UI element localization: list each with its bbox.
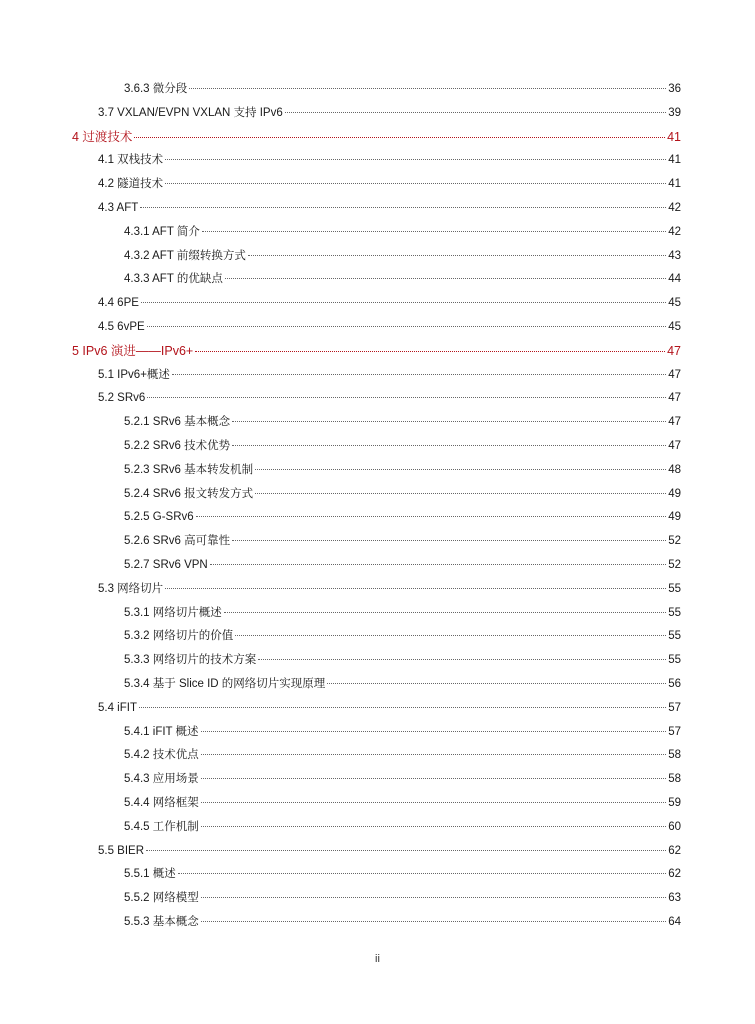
toc-entry[interactable] (98, 389, 681, 407)
toc-entry[interactable] (124, 723, 681, 741)
toc-entry-title: 4 过渡技术 (72, 129, 133, 144)
toc-entry[interactable] (98, 842, 681, 860)
toc-entry[interactable] (98, 366, 681, 384)
toc-dot-leader (224, 612, 666, 613)
toc-entry[interactable] (98, 151, 681, 169)
toc-dot-leader (201, 778, 666, 779)
toc-entry-page-number: 62 (668, 868, 681, 881)
toc-entry-page-number: 52 (668, 535, 681, 548)
toc-dot-leader (195, 351, 665, 352)
toc-entry-title: 4.2 隧道技术 (98, 178, 164, 191)
toc-entry-title: 5.2.5 G-SRv6 (124, 511, 194, 524)
toc-dot-leader (255, 469, 666, 470)
toc-entry-title: 5.4.4 网络框架 (124, 797, 199, 809)
toc-entry-page-number: 49 (668, 487, 681, 500)
toc-entry[interactable] (124, 746, 681, 764)
toc-entry-title: 5.2.6 SRv6 高可靠性 (124, 535, 231, 548)
toc-entry-page-number: 55 (668, 606, 681, 619)
toc-entry-page-number: 47 (668, 416, 681, 429)
toc-entry-page-number: 57 (668, 701, 681, 714)
toc-entry-page-number: 56 (668, 678, 681, 690)
toc-entry-title: 5.4.5 工作机制 (124, 820, 199, 833)
toc-dot-leader (201, 921, 666, 922)
toc-dot-leader (165, 159, 666, 160)
toc-entry[interactable] (124, 604, 681, 622)
toc-entry[interactable] (124, 556, 681, 574)
toc-dot-leader (225, 278, 666, 279)
toc-entry[interactable] (98, 175, 681, 193)
toc-dot-leader (189, 88, 666, 89)
toc-entry-page-number: 44 (668, 273, 681, 286)
toc-entry[interactable] (98, 318, 681, 336)
toc-entry-page-number: 62 (668, 844, 681, 857)
toc-dot-leader (147, 397, 666, 398)
toc-entry-page-number: 58 (668, 749, 681, 762)
toc-entry[interactable] (124, 223, 681, 241)
toc-entry-title: 4.3.2 AFT 前缀转换方式 (124, 249, 246, 262)
toc-dot-leader (255, 493, 666, 494)
toc-entry-page-number: 47 (668, 368, 681, 381)
page-number: ii (375, 953, 380, 965)
toc-entry-page-number: 49 (668, 511, 681, 524)
toc-entry[interactable] (124, 913, 681, 931)
toc-dot-leader (202, 231, 666, 232)
toc-entry-page-number: 42 (668, 225, 681, 238)
toc-entry-page-number: 64 (668, 916, 681, 928)
toc-entry-title: 5.5 BIER (98, 844, 145, 857)
toc-entry-title: 5.3.1 网络切片概述 (124, 606, 222, 619)
toc-dot-leader (232, 445, 666, 446)
toc-dot-leader (210, 564, 666, 565)
toc-entry[interactable] (124, 794, 681, 812)
toc-dot-leader (201, 826, 666, 827)
toc-dot-leader (201, 897, 666, 898)
toc-entry[interactable] (124, 675, 681, 693)
toc-entry[interactable] (124, 247, 681, 265)
toc-dot-leader (134, 137, 665, 138)
toc-entry[interactable] (124, 461, 681, 479)
toc-dot-leader (196, 516, 667, 517)
toc-dot-leader (140, 207, 666, 208)
toc-entry-page-number: 47 (668, 392, 681, 405)
toc-entry-title: 5.2.7 SRv6 VPN (124, 559, 208, 571)
toc-entry-title: 4.3.3 AFT 的优缺点 (124, 273, 223, 286)
toc-entry-title: 5.2.1 SRv6 基本概念 (124, 416, 231, 429)
toc-entry-title: 5.2 SRv6 (98, 392, 146, 405)
toc-dot-leader (232, 540, 666, 541)
toc-entry-page-number: 55 (668, 582, 681, 595)
toc-entry-title: 4.1 双栈技术 (98, 154, 164, 167)
toc-entry[interactable] (98, 104, 681, 122)
toc-dot-leader (139, 707, 666, 708)
toc-entry[interactable] (124, 651, 681, 669)
toc-chapter-entry[interactable] (72, 128, 681, 146)
toc-entry-page-number: 41 (667, 129, 681, 144)
toc-entry-title: 5.4.1 iFIT 概述 (124, 725, 199, 738)
toc-entry-title: 5.4 iFIT (98, 701, 137, 714)
toc-entry[interactable] (124, 437, 681, 455)
toc-entry-title: 4.5 6vPE (98, 321, 145, 333)
toc-entry-title: 5.1 IPv6+概述 (98, 368, 170, 381)
toc-entry-title: 5.5.1 概述 (124, 868, 176, 881)
toc-entry-page-number: 60 (668, 820, 681, 833)
toc-dot-leader (258, 659, 666, 660)
toc-entry[interactable] (98, 199, 681, 217)
toc-entry-page-number: 47 (668, 440, 681, 452)
toc-entry-title: 5.3.2 网络切片的价值 (124, 630, 234, 643)
toc-entry[interactable] (124, 532, 681, 550)
toc-entry-page-number: 47 (667, 343, 681, 358)
toc-entry-title: 5 IPv6 演进——IPv6+ (72, 343, 194, 358)
toc-entry-page-number: 41 (668, 178, 681, 191)
toc-dot-leader (147, 326, 667, 327)
toc-entry-page-number: 45 (668, 297, 681, 310)
toc-entry[interactable] (124, 627, 681, 645)
toc-dot-leader (285, 112, 666, 113)
toc-entry[interactable] (124, 889, 681, 907)
toc-entry[interactable] (124, 413, 681, 431)
toc-entry-title: 4.3 AFT (98, 202, 139, 214)
toc-dot-leader (327, 683, 666, 684)
toc-entry-page-number: 55 (668, 630, 681, 643)
toc-dot-leader (178, 873, 666, 874)
toc-dot-leader (201, 731, 667, 732)
toc-entry[interactable] (124, 818, 681, 836)
toc-entry-page-number: 43 (668, 249, 681, 262)
toc-entry-title: 3.6.3 微分段 (124, 83, 188, 95)
toc-entry-page-number: 52 (668, 559, 681, 571)
toc-entry-page-number: 58 (668, 773, 681, 786)
toc-entry[interactable] (124, 485, 681, 503)
toc-entry-title: 5.5.3 基本概念 (124, 916, 199, 928)
toc-entry-title: 4.3.1 AFT 简介 (124, 225, 200, 238)
toc-entry-title: 4.4 6PE (98, 297, 139, 310)
toc-entry[interactable] (124, 508, 681, 526)
toc-entry-title: 5.2.4 SRv6 报文转发方式 (124, 487, 254, 500)
toc-entry-page-number: 59 (668, 797, 681, 809)
toc-dot-leader (248, 255, 666, 256)
toc-entry[interactable] (98, 580, 681, 598)
toc-dot-leader (201, 802, 666, 803)
toc-dot-leader (146, 850, 666, 851)
toc-dot-leader (165, 588, 666, 589)
toc-entry-title: 5.3 网络切片 (98, 582, 164, 595)
toc-entry-title: 5.4.2 技术优点 (124, 749, 199, 762)
toc-entry-title: 5.3.4 基于 Slice ID 的网络切片实现原理 (124, 678, 326, 690)
toc-entry-page-number: 39 (668, 106, 681, 119)
toc-entry-page-number: 36 (668, 83, 681, 95)
toc-dot-leader (172, 374, 666, 375)
toc-entry[interactable] (124, 770, 681, 788)
toc-entry-title: 5.2.3 SRv6 基本转发机制 (124, 463, 254, 476)
toc-entry-title: 5.4.3 应用场景 (124, 773, 199, 786)
toc-entry-title: 5.2.2 SRv6 技术优势 (124, 440, 231, 452)
toc-chapter-entry[interactable] (72, 342, 681, 360)
toc-entry[interactable] (124, 865, 681, 883)
toc-dot-leader (232, 421, 666, 422)
toc-entry-page-number: 63 (668, 892, 681, 905)
toc-dot-leader (165, 183, 666, 184)
toc-entry-page-number: 42 (668, 202, 681, 214)
toc-dot-leader (201, 754, 666, 755)
toc-entry[interactable] (98, 699, 681, 717)
toc-entry-title: 5.5.2 网络模型 (124, 892, 199, 905)
toc-entry-page-number: 45 (668, 321, 681, 333)
toc-entry-page-number: 48 (668, 463, 681, 476)
toc-entry[interactable] (124, 80, 681, 98)
toc-dot-leader (235, 635, 666, 636)
toc-entry-title: 5.3.3 网络切片的技术方案 (124, 654, 257, 667)
toc-entry-title: 3.7 VXLAN/EVPN VXLAN 支持 IPv6 (98, 106, 283, 119)
toc-entry-page-number: 57 (668, 725, 681, 738)
toc-entry-page-number: 41 (668, 154, 681, 167)
toc-entry[interactable] (124, 270, 681, 288)
toc-dot-leader (141, 302, 666, 303)
toc-entry[interactable] (98, 294, 681, 312)
toc-entry-page-number: 55 (668, 654, 681, 667)
